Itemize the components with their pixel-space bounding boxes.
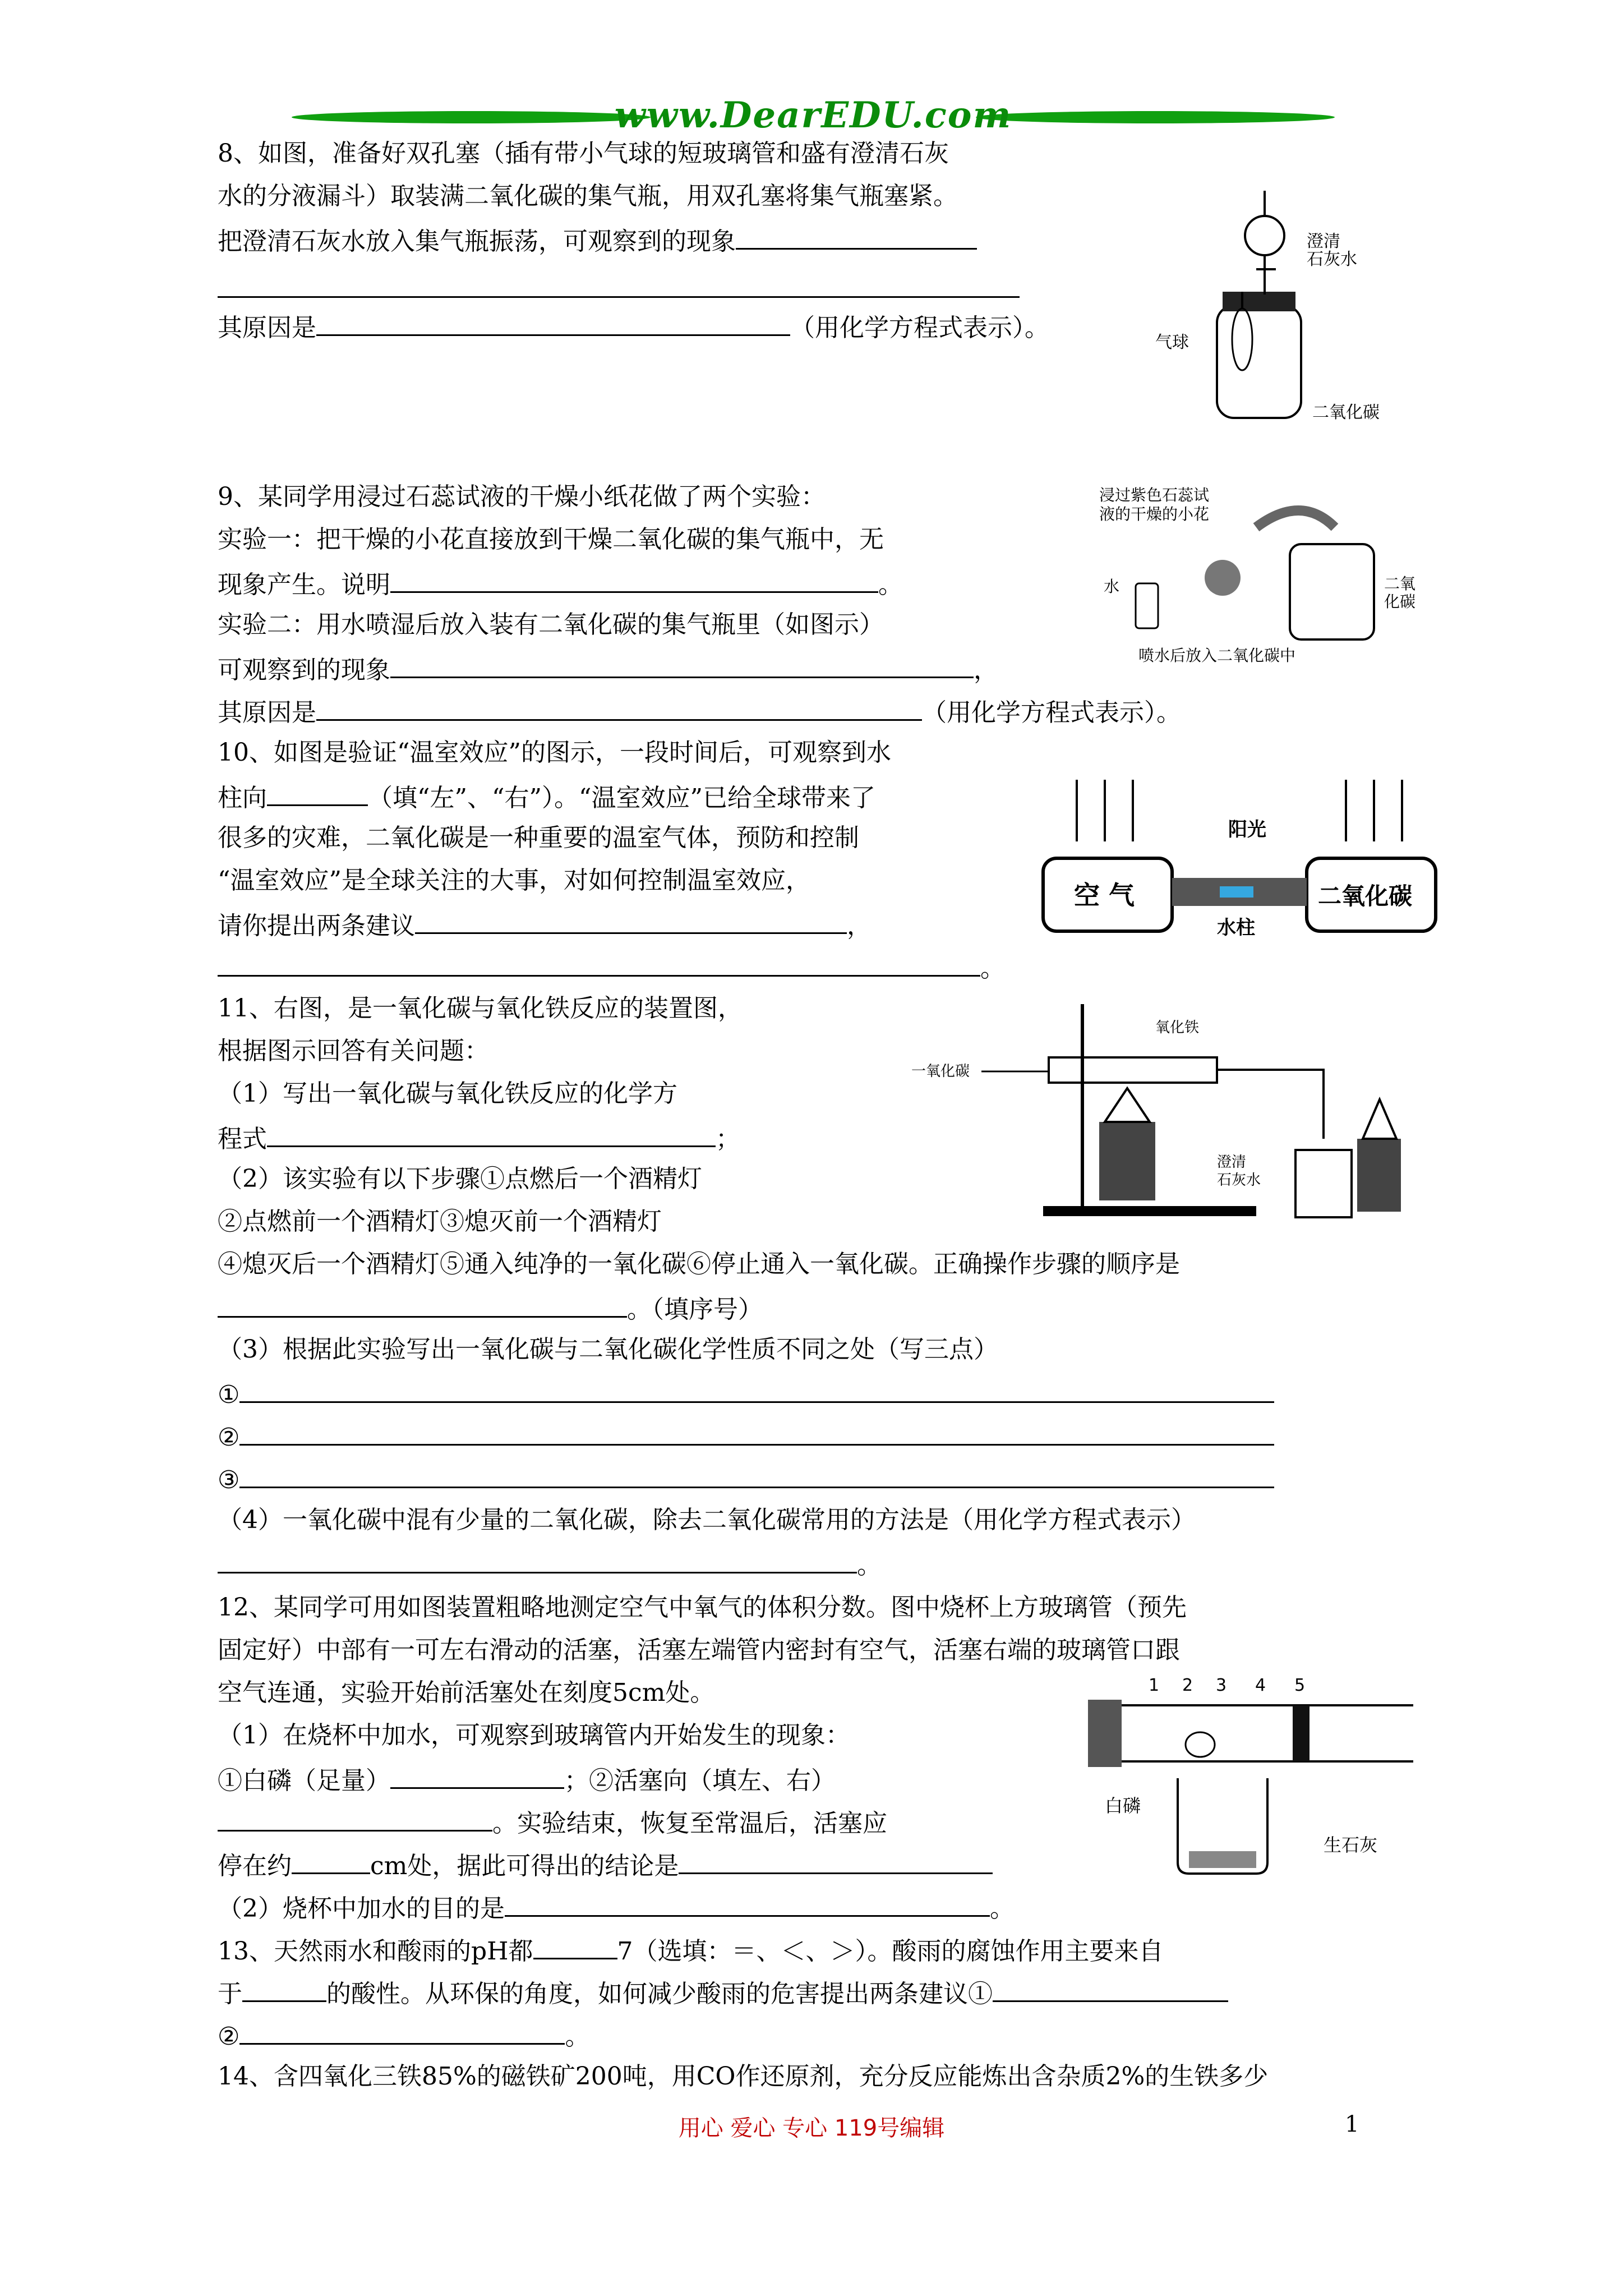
q11-line9: （3）根据此实验写出一氧化碳与二氧化碳化学性质不同之处（写三点） xyxy=(218,1335,998,1364)
q11-line3: （1）写出一氧化碳与氧化铁反应的化学方 xyxy=(218,1079,677,1108)
fig-label-limewater2: 石灰水 xyxy=(1307,250,1357,269)
q11-line-m1: ① xyxy=(218,1377,1274,1411)
limewater-bottle xyxy=(1295,1150,1352,1217)
fig-label-co2a: 二氧 xyxy=(1384,574,1416,593)
q10-line3: 很多的灾难，二氧化碳是一种重要的温室气体，预防和控制 xyxy=(218,823,859,852)
q10-blank-suggestion2[interactable] xyxy=(218,950,980,977)
q11-line10: （4）一氧化碳中混有少量的二氧化碳，除去二氧化碳常用的方法是（用化学方程式表示） xyxy=(218,1506,1196,1534)
q11-line7: ④熄灭后一个酒精灯⑤通入纯净的一氧化碳⑥停止通入一氧化碳。正确操作步骤的顺序是 xyxy=(218,1250,1180,1278)
q8-line5: 其原因是 （用化学方程式表示）。 xyxy=(218,310,1049,344)
scale-tick-1: 1 xyxy=(1149,1676,1160,1695)
scale-tick-5: 5 xyxy=(1294,1676,1306,1695)
q11-line-m2: ② xyxy=(218,1419,1274,1453)
fig-label-fe2o3: 氧化铁 xyxy=(1155,1019,1200,1036)
hard-glass-tube xyxy=(1049,1057,1217,1083)
co2-bottle xyxy=(1290,544,1374,639)
q11-line-m3: ③ xyxy=(218,1462,1274,1496)
header-banner xyxy=(292,94,1335,139)
q9-blank-phenomenon[interactable] xyxy=(390,652,974,678)
stopper xyxy=(1223,292,1295,311)
q13-line3: ② 。 xyxy=(218,2018,589,2053)
q10-line1: 10、如图是验证“温室效应”的图示，一段时间后，可观察到水 xyxy=(218,738,891,767)
q8-line1: 8、如图，准备好双孔塞（插有带小气球的短玻璃管和盛有澄清石灰 xyxy=(218,139,949,168)
piston xyxy=(1293,1705,1310,1761)
q12-line2: 固定好）中部有一可左右滑动的活塞，活塞左端管内密封有空气，活塞右端的玻璃管口跟 xyxy=(218,1636,1180,1664)
q10-figure xyxy=(1038,780,1447,948)
q12-line6: 。实验结束，恢复至常温后，活塞应 xyxy=(218,1805,887,1839)
white-phosphorus xyxy=(1186,1732,1215,1757)
q11-line6: ②点燃前一个酒精灯③熄灭前一个酒精灯 xyxy=(218,1207,662,1236)
alcohol-lamp-1-block xyxy=(1099,1122,1155,1200)
page-number: 1 xyxy=(1345,2111,1359,2137)
fig-label-lime2: 石灰水 xyxy=(1217,1172,1261,1189)
q11-blank-difference1[interactable] xyxy=(239,1377,1274,1403)
q10-line4: “温室效应”是全球关注的大事，对如何控制温室效应， xyxy=(218,866,810,895)
fig-label-balloon: 气球 xyxy=(1155,333,1189,352)
q11-blank-difference3[interactable] xyxy=(239,1462,1274,1488)
fig-label-phosphorus: 白磷 xyxy=(1105,1795,1141,1816)
q9-line6: 其原因是 （用化学方程式表示）。 xyxy=(218,694,1181,729)
q8-figure xyxy=(1133,180,1424,438)
gas-bottle xyxy=(1217,306,1301,418)
scale-tick-3: 3 xyxy=(1216,1676,1227,1695)
q13-line2: 于 的酸性。从环保的角度，如何减少酸雨的危害提出两条建议① xyxy=(218,1976,1228,2010)
q11-blank-equation[interactable] xyxy=(267,1121,716,1147)
q13-blank-suggestion2[interactable] xyxy=(239,2018,565,2045)
paper-flower xyxy=(1205,560,1241,596)
delivery-tube xyxy=(1217,1070,1324,1139)
fig-label-co2: 二氧化碳 xyxy=(1318,882,1413,910)
q12-line3: 空气连通，实验开始前活塞处在刻度5cm处。 xyxy=(218,1678,715,1707)
fig-label-water-column: 水柱 xyxy=(1217,917,1255,939)
q12-blank-purpose[interactable] xyxy=(505,1890,990,1917)
q13-blank-ph[interactable] xyxy=(533,1933,617,1959)
q8-blank-reason[interactable] xyxy=(316,310,790,336)
q12-blank-phosphorus[interactable] xyxy=(390,1763,564,1789)
alcohol-lamp-2-block xyxy=(1357,1139,1401,1212)
sunlight-arrows-left xyxy=(1077,780,1133,841)
q10-blank-suggestion1[interactable] xyxy=(415,908,847,934)
q13-line1: 13、天然雨水和酸雨的pH都 7（选填：＝、＜、＞）。酸雨的腐蚀作用主要来自 xyxy=(218,1933,1164,1967)
q10-line2: 柱向 （填“左”、“右”）。“温室效应”已给全球带来了 xyxy=(218,780,875,814)
q8-line4 xyxy=(218,272,1020,306)
fig-caption-1: 浸过紫色石蕊试 xyxy=(1099,486,1210,504)
q13-blank-suggestion1[interactable] xyxy=(993,1976,1228,2002)
q12-blank-piston-direction[interactable] xyxy=(218,1805,492,1832)
header-site-url: www.DearEDU.com xyxy=(614,94,1012,136)
q13-blank-acid[interactable] xyxy=(242,1976,326,2002)
fig-label-co2b: 化碳 xyxy=(1384,592,1416,611)
quicklime xyxy=(1189,1851,1256,1868)
q11-line8: 。（填序号） xyxy=(218,1291,763,1326)
q11-line4: 程式 ； xyxy=(218,1121,740,1155)
fig-label-co: 一氧化碳 xyxy=(911,1063,970,1080)
fig-label-limewater: 澄清 xyxy=(1307,232,1340,251)
q11-blank-difference2[interactable] xyxy=(239,1419,1274,1446)
scale-tick-2: 2 xyxy=(1182,1676,1193,1695)
q9-blank-conclusion[interactable] xyxy=(390,567,878,593)
q9-line1: 9、某同学用浸过石蕊试液的干燥小纸花做了两个实验： xyxy=(218,482,826,511)
fig-label-sunlight: 阳光 xyxy=(1228,818,1266,841)
q12-line4: （1）在烧杯中加水，可观察到玻璃管内开始发生的现象： xyxy=(218,1721,850,1750)
balloon xyxy=(1232,309,1252,370)
alcohol-lamp-2 xyxy=(1363,1099,1396,1139)
q11-line2: 根据图示回答有关问题： xyxy=(218,1037,489,1065)
fig-label-co2: 二氧化碳 xyxy=(1312,403,1380,422)
q9-figure xyxy=(1088,482,1447,668)
q10-blank-direction[interactable] xyxy=(267,780,368,806)
q11-line1: 11、右图，是一氧化碳与氧化铁反应的装置图， xyxy=(218,994,743,1023)
q11-blank-order[interactable] xyxy=(218,1291,627,1318)
q9-line4: 实验二：用水喷湿后放入装有二氧化碳的集气瓶里（如图示） xyxy=(218,610,884,639)
q11-blank-removal-method[interactable] xyxy=(218,1547,857,1573)
q9-blank-reason[interactable] xyxy=(316,694,922,721)
iron-stand-base xyxy=(1043,1206,1256,1216)
separatory-funnel xyxy=(1245,216,1284,255)
q9-line3: 现象产生。说明 。 xyxy=(218,567,903,601)
q9-line5: 可观察到的现象 ， xyxy=(218,652,998,686)
fig-caption-bottom: 喷水后放入二氧化碳中 xyxy=(1138,646,1296,665)
fig-label-water: 水 xyxy=(1104,577,1120,596)
q12-blank-cm[interactable] xyxy=(292,1848,370,1874)
arrow-curve xyxy=(1256,510,1335,527)
q12-line8: （2）烧杯中加水的目的是 。 xyxy=(218,1890,1015,1925)
sunlight-arrows-right xyxy=(1346,780,1402,841)
q8-blank-phenomenon-cont[interactable] xyxy=(218,272,1020,298)
fig-label-quicklime: 生石灰 xyxy=(1324,1834,1378,1856)
tube-stopper xyxy=(1088,1700,1122,1767)
scale-tick-4: 4 xyxy=(1255,1676,1266,1695)
q12-blank-conclusion[interactable] xyxy=(679,1848,993,1874)
q8-line2: 水的分液漏斗）取装满二氧化碳的集气瓶，用双孔塞将集气瓶塞紧。 xyxy=(218,182,958,210)
q10-line5: 请你提出两条建议 ， xyxy=(218,908,872,942)
q11-figure xyxy=(909,999,1402,1223)
page-footer: 用心 爱心 专心 119号编辑 xyxy=(678,2115,945,2141)
spray-bottle xyxy=(1136,583,1158,628)
q12-line7: 停在约 cm处，据此可得出的结论是 xyxy=(218,1848,993,1882)
fig-label-lime1: 澄清 xyxy=(1217,1154,1247,1171)
q8-line3: 把澄清石灰水放入集气瓶振荡，可观察到的现象 xyxy=(218,223,977,257)
q14-line1: 14、含四氧化三铁85%的磁铁矿200吨，用CO作还原剂，充分反应能炼出含杂质2%的生铁多少 xyxy=(218,2062,1269,2091)
q12-figure xyxy=(1077,1672,1419,1885)
q9-line2: 实验一：把干燥的小花直接放到干燥二氧化碳的集气瓶中，无 xyxy=(218,525,884,554)
q12-line1: 12、某同学可用如图装置粗略地测定空气中氧气的体积分数。图中烧杯上方玻璃管（预先 xyxy=(218,1593,1187,1622)
q12-line5: ①白磷（足量） ；②活塞向（填左、右） xyxy=(218,1763,836,1797)
q11-line11: 。 xyxy=(218,1547,882,1581)
water-column xyxy=(1220,886,1253,898)
q11-line5: （2）该实验有以下步骤①点燃后一个酒精灯 xyxy=(218,1165,702,1193)
q10-line6: 。 xyxy=(218,950,1005,984)
fig-label-air: 空 气 xyxy=(1074,880,1135,910)
fig-caption-2: 液的干燥的小花 xyxy=(1099,505,1210,523)
q8-blank-phenomenon[interactable] xyxy=(736,223,977,250)
alcohol-lamp-1 xyxy=(1105,1088,1150,1122)
